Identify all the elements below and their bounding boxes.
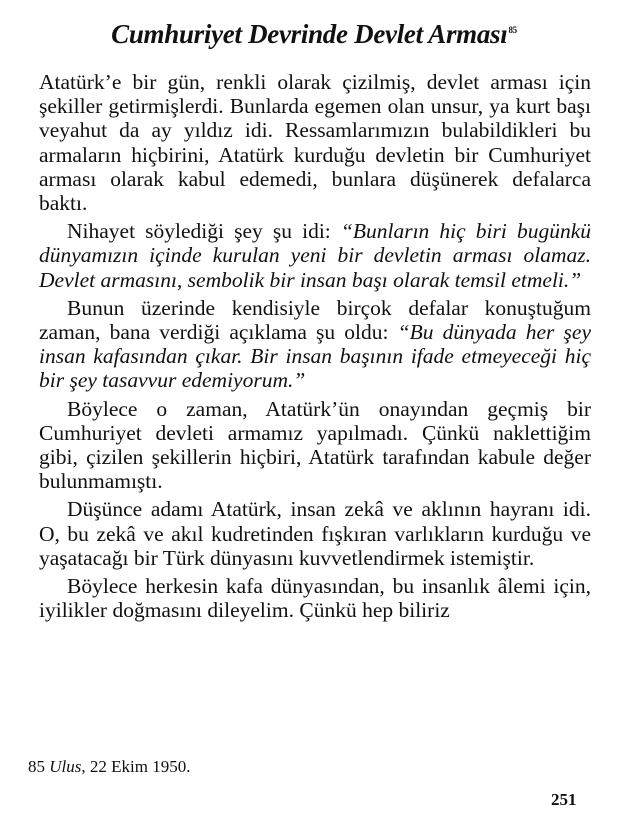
paragraph-text: Atatürk’e bir gün, renkli olarak çizilmiş, devlet arması için şekiller getirmişlerdi. Bunlarda egemen olan unsur, ya kurt başı veyahut da ay yıldız idi. Ressamlarımızın bulabildikleri bu armaların hiçbirini, Atatürk kurduğu devletin bir Cumhuriyet arması olarak kabul edemedi, bunlara düşünerek defalarca baktı. (39, 70, 591, 216)
paragraph-text: Düşünce adamı Atatürk, insan zekâ ve aklının hayranı idi. O, bu zekâ ve akıl kudretinden fışkıran varlıkların kurduğu ve yaşatacağı bir Türk dünyasını kuvvetlendirmek istemiştir. (39, 497, 591, 570)
paragraph-3 (39, 296, 591, 393)
paragraph-quote: “Bu dünyada her şey insan kafasından çıkar. Bir insan başının ifade etmeyeceği hiç bir şey tasavvur edemiyorum.” (39, 320, 591, 393)
paragraph-6 (39, 574, 591, 622)
footnote-source: Ulus (49, 757, 82, 776)
paragraph-text: Böylece herkesin kafa dünyasından, bu insanlık âlemi için, iyilikler doğmasını dileyelim. Çünkü hep biliriz (39, 574, 591, 623)
footnote-number: 85 (28, 757, 45, 776)
footnote-details: , 22 Ekim 1950. (81, 757, 191, 776)
paragraph-text: Bunun üzerinde kendisiyle birçok defalar konuştuğum zaman, bana verdiği açıklama şu oldu: (39, 295, 591, 345)
title-footnote-marker: 85 (508, 25, 517, 35)
paragraph-quote: “Bunların hiç biri bugünkü dünyamızın içinde kurulan yeni bir devletin arması olamaz. Devlet armasını, sembolik bir insan başı olarak temsil etmeli.” (39, 219, 591, 292)
body-text (39, 70, 591, 626)
page-number: 251 (551, 790, 577, 809)
paragraph-text: Nihayet söylediği şey şu idi: (67, 219, 341, 244)
paragraph-5 (39, 497, 591, 570)
paragraph-1 (39, 70, 591, 215)
paragraph-text: Böylece o zaman, Atatürk’ün onayından geçmiş bir Cumhuriyet devleti armamız yapılmadı. Çünkü naklettiğim gibi, çizilen şekillerin hiçbiri, Atatürk tarafından kabule değer bulunmamıştı. (39, 396, 591, 494)
footnote (28, 756, 190, 778)
page-title (0, 14, 628, 50)
paragraph-2 (39, 219, 591, 292)
title-text: Cumhuriyet Devrinde Devlet Arması (111, 19, 508, 49)
paragraph-4 (39, 397, 591, 494)
